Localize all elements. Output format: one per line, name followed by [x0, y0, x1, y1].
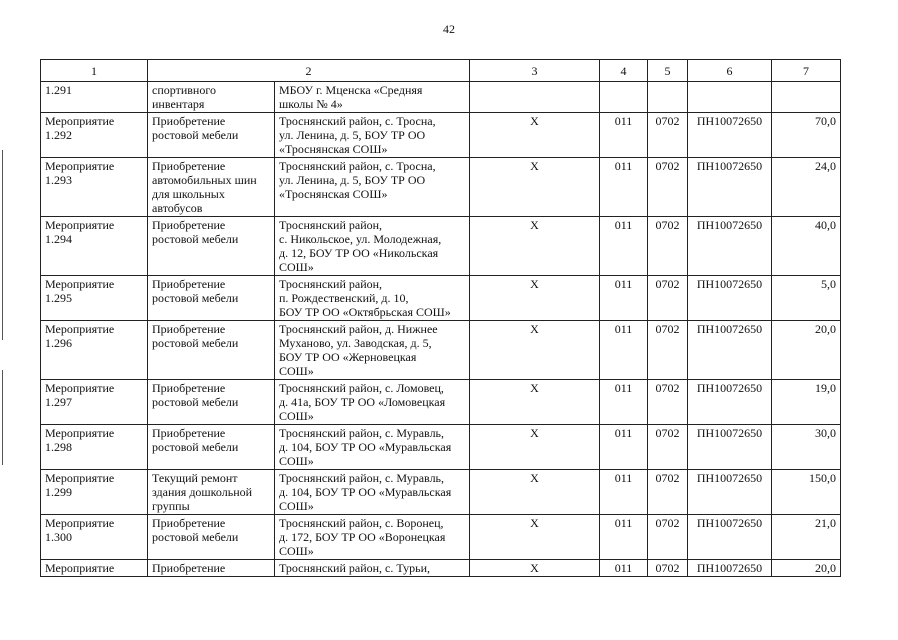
event-col4: 011	[600, 425, 648, 470]
event-col5: 0702	[648, 515, 688, 560]
event-col3: X	[470, 560, 600, 577]
event-col6: ПН10072650	[688, 515, 772, 560]
event-col4: 011	[600, 470, 648, 515]
event-id: Мероприятие 1.292	[41, 113, 148, 158]
event-name: Текущий ремонт здания дошкольной группы	[148, 470, 275, 515]
event-col4: 011	[600, 560, 648, 577]
table-row	[41, 470, 841, 515]
event-col3: X	[470, 276, 600, 321]
budget-table	[40, 59, 841, 577]
event-col6: ПН10072650	[688, 158, 772, 217]
event-amount: 5,0	[772, 276, 841, 321]
event-amount: 20,0	[772, 560, 841, 577]
event-amount: 19,0	[772, 380, 841, 425]
page-number: 42	[443, 22, 455, 36]
event-name: Приобретение ростовой мебели	[148, 113, 275, 158]
table-row	[41, 560, 841, 577]
event-col4	[600, 82, 648, 113]
event-address: Троснянский район, с. Ломовец, д. 41а, БОУ ТР ОО «Ломовецкая СОШ»	[275, 380, 470, 425]
event-col4: 011	[600, 515, 648, 560]
event-col6: ПН10072650	[688, 425, 772, 470]
table-row	[41, 113, 841, 158]
event-amount	[772, 82, 841, 113]
margin-binding-mark	[2, 370, 3, 465]
event-id: Мероприятие 1.300	[41, 515, 148, 560]
event-name: Приобретение ростовой мебели	[148, 380, 275, 425]
event-id: Мероприятие 1.298	[41, 425, 148, 470]
event-amount: 70,0	[772, 113, 841, 158]
table-header-row	[41, 60, 841, 82]
event-id: Мероприятие 1.296	[41, 321, 148, 380]
event-amount: 30,0	[772, 425, 841, 470]
event-id: Мероприятие 1.295	[41, 276, 148, 321]
event-col6: ПН10072650	[688, 321, 772, 380]
table-row	[41, 82, 841, 113]
column-header-4: 4	[600, 60, 648, 82]
event-name: спортивного инвентаря	[148, 82, 275, 113]
event-address: Троснянский район, с. Турьи,	[275, 560, 470, 577]
event-col5: 0702	[648, 560, 688, 577]
event-address: МБОУ г. Мценска «Средняя школы № 4»	[275, 82, 470, 113]
event-amount: 40,0	[772, 217, 841, 276]
event-col4: 011	[600, 217, 648, 276]
event-col4: 011	[600, 380, 648, 425]
event-name: Приобретение ростовой мебели	[148, 276, 275, 321]
event-address: Троснянский район, с. Воронец, д. 172, БОУ ТР ОО «Воронецкая СОШ»	[275, 515, 470, 560]
event-col3: X	[470, 470, 600, 515]
event-id: 1.291	[41, 82, 148, 113]
table-row	[41, 276, 841, 321]
event-col6: ПН10072650	[688, 470, 772, 515]
event-col6: ПН10072650	[688, 276, 772, 321]
event-name: Приобретение ростовой мебели	[148, 321, 275, 380]
event-col5: 0702	[648, 470, 688, 515]
event-amount: 150,0	[772, 470, 841, 515]
column-header-6: 6	[688, 60, 772, 82]
event-address: Троснянский район, с. Муравль, д. 104, БОУ ТР ОО «Муравльская СОШ»	[275, 470, 470, 515]
event-name: Приобретение автомобильных шин для школьных автобусов	[148, 158, 275, 217]
event-address: Троснянский район, п. Рождественский, д. 10, БОУ ТР ОО «Октябрьская СОШ»	[275, 276, 470, 321]
event-col3	[470, 82, 600, 113]
event-name: Приобретение	[148, 560, 275, 577]
margin-binding-mark	[2, 150, 3, 340]
column-header-2: 2	[148, 60, 470, 82]
table-row	[41, 217, 841, 276]
event-address: Троснянский район, д. Нижнее Муханово, ул. Заводская, д. 5, БОУ ТР ОО «Жерновецкая СОШ»	[275, 321, 470, 380]
event-col5: 0702	[648, 276, 688, 321]
event-col5: 0702	[648, 425, 688, 470]
event-address: Троснянский район, с. Никольское, ул. Молодежная, д. 12, БОУ ТР ОО «Никольская СОШ»	[275, 217, 470, 276]
event-col5: 0702	[648, 158, 688, 217]
event-address: Троснянский район, с. Муравль, д. 104, БОУ ТР ОО «Муравльская СОШ»	[275, 425, 470, 470]
table-row	[41, 515, 841, 560]
event-col5: 0702	[648, 380, 688, 425]
table-row	[41, 158, 841, 217]
event-col4: 011	[600, 113, 648, 158]
event-name: Приобретение ростовой мебели	[148, 515, 275, 560]
event-id: Мероприятие 1.294	[41, 217, 148, 276]
event-col3: X	[470, 158, 600, 217]
event-col6: ПН10072650	[688, 113, 772, 158]
event-id: Мероприятие 1.297	[41, 380, 148, 425]
event-amount: 20,0	[772, 321, 841, 380]
event-col4: 011	[600, 321, 648, 380]
event-id: Мероприятие 1.299	[41, 470, 148, 515]
event-col4: 011	[600, 276, 648, 321]
event-name: Приобретение ростовой мебели	[148, 425, 275, 470]
event-name: Приобретение ростовой мебели	[148, 217, 275, 276]
event-amount: 24,0	[772, 158, 841, 217]
event-col5	[648, 82, 688, 113]
table-body	[41, 82, 841, 577]
event-id: Мероприятие	[41, 560, 148, 577]
event-col3: X	[470, 321, 600, 380]
event-col5: 0702	[648, 321, 688, 380]
event-amount: 21,0	[772, 515, 841, 560]
event-col6	[688, 82, 772, 113]
column-header-5: 5	[648, 60, 688, 82]
event-col4: 011	[600, 158, 648, 217]
event-col5: 0702	[648, 217, 688, 276]
column-header-3: 3	[470, 60, 600, 82]
column-header-1: 1	[41, 60, 148, 82]
table-row	[41, 321, 841, 380]
event-col6: ПН10072650	[688, 217, 772, 276]
event-id: Мероприятие 1.293	[41, 158, 148, 217]
event-address: Троснянский район, с. Тросна, ул. Ленина, д. 5, БОУ ТР ОО «Троснянская СОШ»	[275, 113, 470, 158]
event-col3: X	[470, 425, 600, 470]
event-col6: ПН10072650	[688, 380, 772, 425]
event-col3: X	[470, 515, 600, 560]
table-row	[41, 425, 841, 470]
event-address: Троснянский район, с. Тросна, ул. Ленина, д. 5, БОУ ТР ОО «Троснянская СОШ»	[275, 158, 470, 217]
event-col3: X	[470, 217, 600, 276]
event-col6: ПН10072650	[688, 560, 772, 577]
table-row	[41, 380, 841, 425]
event-col3: X	[470, 113, 600, 158]
event-col3: X	[470, 380, 600, 425]
event-col5: 0702	[648, 113, 688, 158]
column-header-7: 7	[772, 60, 841, 82]
